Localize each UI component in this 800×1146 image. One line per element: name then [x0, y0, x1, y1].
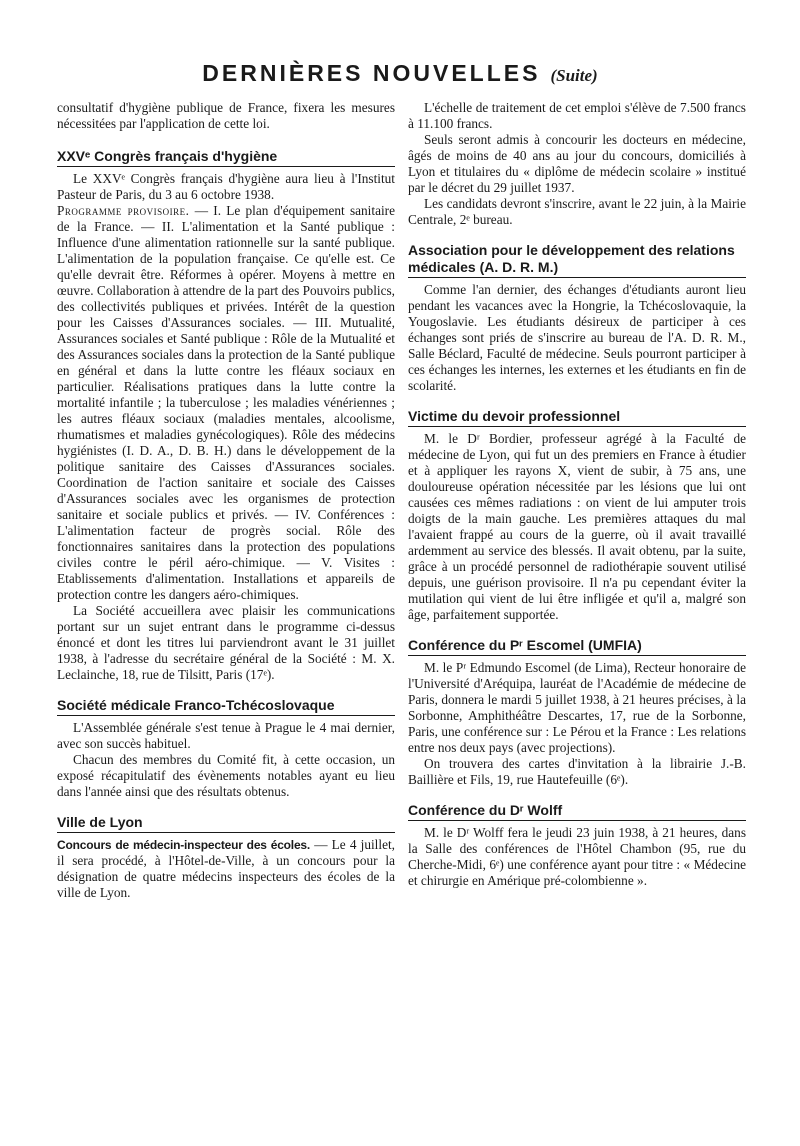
adrm-paragraph-1: Comme l'an dernier, des échanges d'étudiants auront lieu pendant les vacances avec la Hongrie, la Tchécoslovaquie, la Yougoslavie. Les étudiants désireux de participer à ces échanges sont priés de s'inscrire au bureau de l'A. D. R. M., Salle Béclard, Faculté de médecine. Seuls pourront participer à ces échanges les internes, les externes et les étudiants en fin de scolarité.	[408, 282, 746, 393]
intro-paragraph: consultatif d'hygiène publique de France, fixera les mesures nécessitées par l'application de cette loi.	[57, 100, 395, 131]
congres-paragraph-3: La Société accueillera avec plaisir les communications portant sur un sujet entrant dans le programme ci-dessus énoncé et dont les titres lui parviendront avant le 31 juillet 1938, à l'adresse du secrétaire général de la Société : M. X. Leclainche, 18, rue de Tilsitt, Paris (17ᵉ).	[57, 603, 395, 682]
left-column	[57, 100, 395, 901]
section-heading-adrm: Association pour le développement des relations médicales (A. D. R. M.)	[408, 242, 746, 278]
victime-paragraph-1: M. le Dʳ Bordier, professeur agrégé à la Faculté de médecine de Lyon, qui fut un des premiers en France à étudier et à appliquer les rayons X, vient de subir, à 75 ans, une douloureuse opération nécessitée par les lésions que lui ont causées ces mêmes radiations : on vient de lui amputer trois doigts de la main gauche. Les premières attaques du mal l'avaient frappé au cours de la guerre, où il avait travaillé ardemment au service des blessés. Il avait obtenu, par la suite, grâce à un procédé personnel de radiothérapie souvent utilisé depuis, une guérison provisoire. Il n'a pu cependant éviter la mutilation qui vient de lui être infligée et qu'il a, malgré son âge, parfaitement supportée.	[408, 431, 746, 622]
lyon-cont-paragraph-1: L'échelle de traitement de cet emploi s'élève de 7.500 francs à 11.100 francs.	[408, 100, 746, 131]
section-heading-victime: Victime du devoir professionnel	[408, 408, 746, 427]
section-heading-lyon: Ville de Lyon	[57, 814, 395, 833]
lyon-paragraph-1	[57, 837, 395, 901]
page-title: DERNIÈRES NOUVELLES	[202, 60, 541, 86]
societe-paragraph-2: Chacun des membres du Comité fit, à cette occasion, un exposé récapitulatif des évènements notables ayant eu lieu dans l'année ainsi que des résultats obtenus.	[57, 752, 395, 799]
programme-text: — I. Le plan d'équipement sanitaire de la France. — II. L'alimentation et la Santé publique : Influence d'une alimentation rationnelle sur la santé publique. L'alimentation de la population française. Ce qu'elle est. Ce qu'elle devrait être. Réformes à opérer. Moyens à mettre en œuvre. Collaboration à attendre de la part des Pouvoirs publics, des collectivités publiques et privées. Intérêt de la question pour les Caisses d'Assurances sociales. — III. Mutualité, Assurances sociales et Santé publique : Rôle de la Mutualité et des Assurances sociales dans la protection de la Santé publique en général et dans la lutte contre les fléaux sociaux en particulier. Réalisations pratiques dans la lutte contre la mortalité infantile ; la tuberculose ; les maladies vénériennes ; les autres fléaux sociaux (maladies mentales, alcoolisme, rhumatismes et maladies gynécologiques). Rôle des médecins hygiénistes (I. D. A., D. B. H.) dans le développement de la politique sanitaire des Caisses d'Assurances sociales. Coordination de l'action sanitaire et sociale des Caisses d'Assurances sociales avec les organismes de protection sanitaire et sociale publics et privés. — IV. Conférences : L'alimentation facteur de progrès social. Rôle des fonctionnaires sanitaires dans la protection des populations civiles contre le péril aéro-chimique. — V. Visites : Etablissements d'alimentation. Installations et appareils de protection contre les dangers aéro-chimiques.	[57, 203, 396, 602]
lyon-text: — Le 4 juillet, il sera procédé, à l'Hôtel-de-Ville, à un concours pour la désignation de quatre médecins inspecteurs des écoles de la ville de Lyon.	[57, 837, 395, 900]
lyon-sub-heading: Concours de médecin-inspecteur des écoles.	[57, 838, 311, 852]
page-header	[60, 60, 740, 87]
right-column	[408, 100, 746, 889]
societe-paragraph-1: L'Assemblée générale s'est tenue à Prague le 4 mai dernier, avec son succès habituel.	[57, 720, 395, 751]
congres-paragraph-1: Le XXVᵉ Congrès français d'hygiène aura lieu à l'Institut Pasteur de Paris, du 3 au 6 octobre 1938.	[57, 171, 395, 202]
escomel-paragraph-1: M. le Pʳ Edmundo Escomel (de Lima), Recteur honoraire de l'Université d'Aréquipa, lauréat de l'Académie de médecine de Paris, donnera le mardi 5 juillet 1938, à 21 heures précises, à la Sorbonne, Amphithéâtre Descartes, 17, rue de la Sorbonne, Paris, une conférence sur : Le Pérou et la France : Les relations entre nos deux pays (avec projections).	[408, 660, 746, 755]
section-heading-societe: Société médicale Franco-Tchécoslovaque	[57, 697, 395, 716]
lyon-cont-paragraph-3: Les candidats devront s'inscrire, avant le 22 juin, à la Mairie Centrale, 2ᵉ bureau.	[408, 196, 746, 227]
page-title-suite: (Suite)	[550, 66, 598, 85]
section-heading-escomel: Conférence du Pʳ Escomel (UMFIA)	[408, 637, 746, 656]
lyon-cont-paragraph-2: Seuls seront admis à concourir les docteurs en médecine, âgés de moins de 40 ans au jour du concours, domiciliés à Lyon et titulaires du « diplôme de médecin scolaire » institué par le décret du 29 juillet 1937.	[408, 132, 746, 195]
section-heading-congres: XXVᵉ Congrès français d'hygiène	[57, 148, 395, 167]
congres-programme	[57, 203, 395, 603]
section-heading-wolff: Conférence du Dʳ Wolff	[408, 802, 746, 821]
wolff-paragraph-1: M. le Dʳ Wolff fera le jeudi 23 juin 1938, à 21 heures, dans la Salle des conférences de l'Hôtel Chambon (95, rue du Cherche-Midi, 6ᵉ) une conférence ayant pour titre : « Médecine et chirurgie en Amérique pré-colombienne ».	[408, 825, 746, 888]
programme-label: Programme provisoire.	[57, 203, 190, 218]
escomel-paragraph-2: On trouvera des cartes d'invitation à la librairie J.-B. Baillière et Fils, 19, rue Hautefeuille (6ᵉ).	[408, 756, 746, 787]
